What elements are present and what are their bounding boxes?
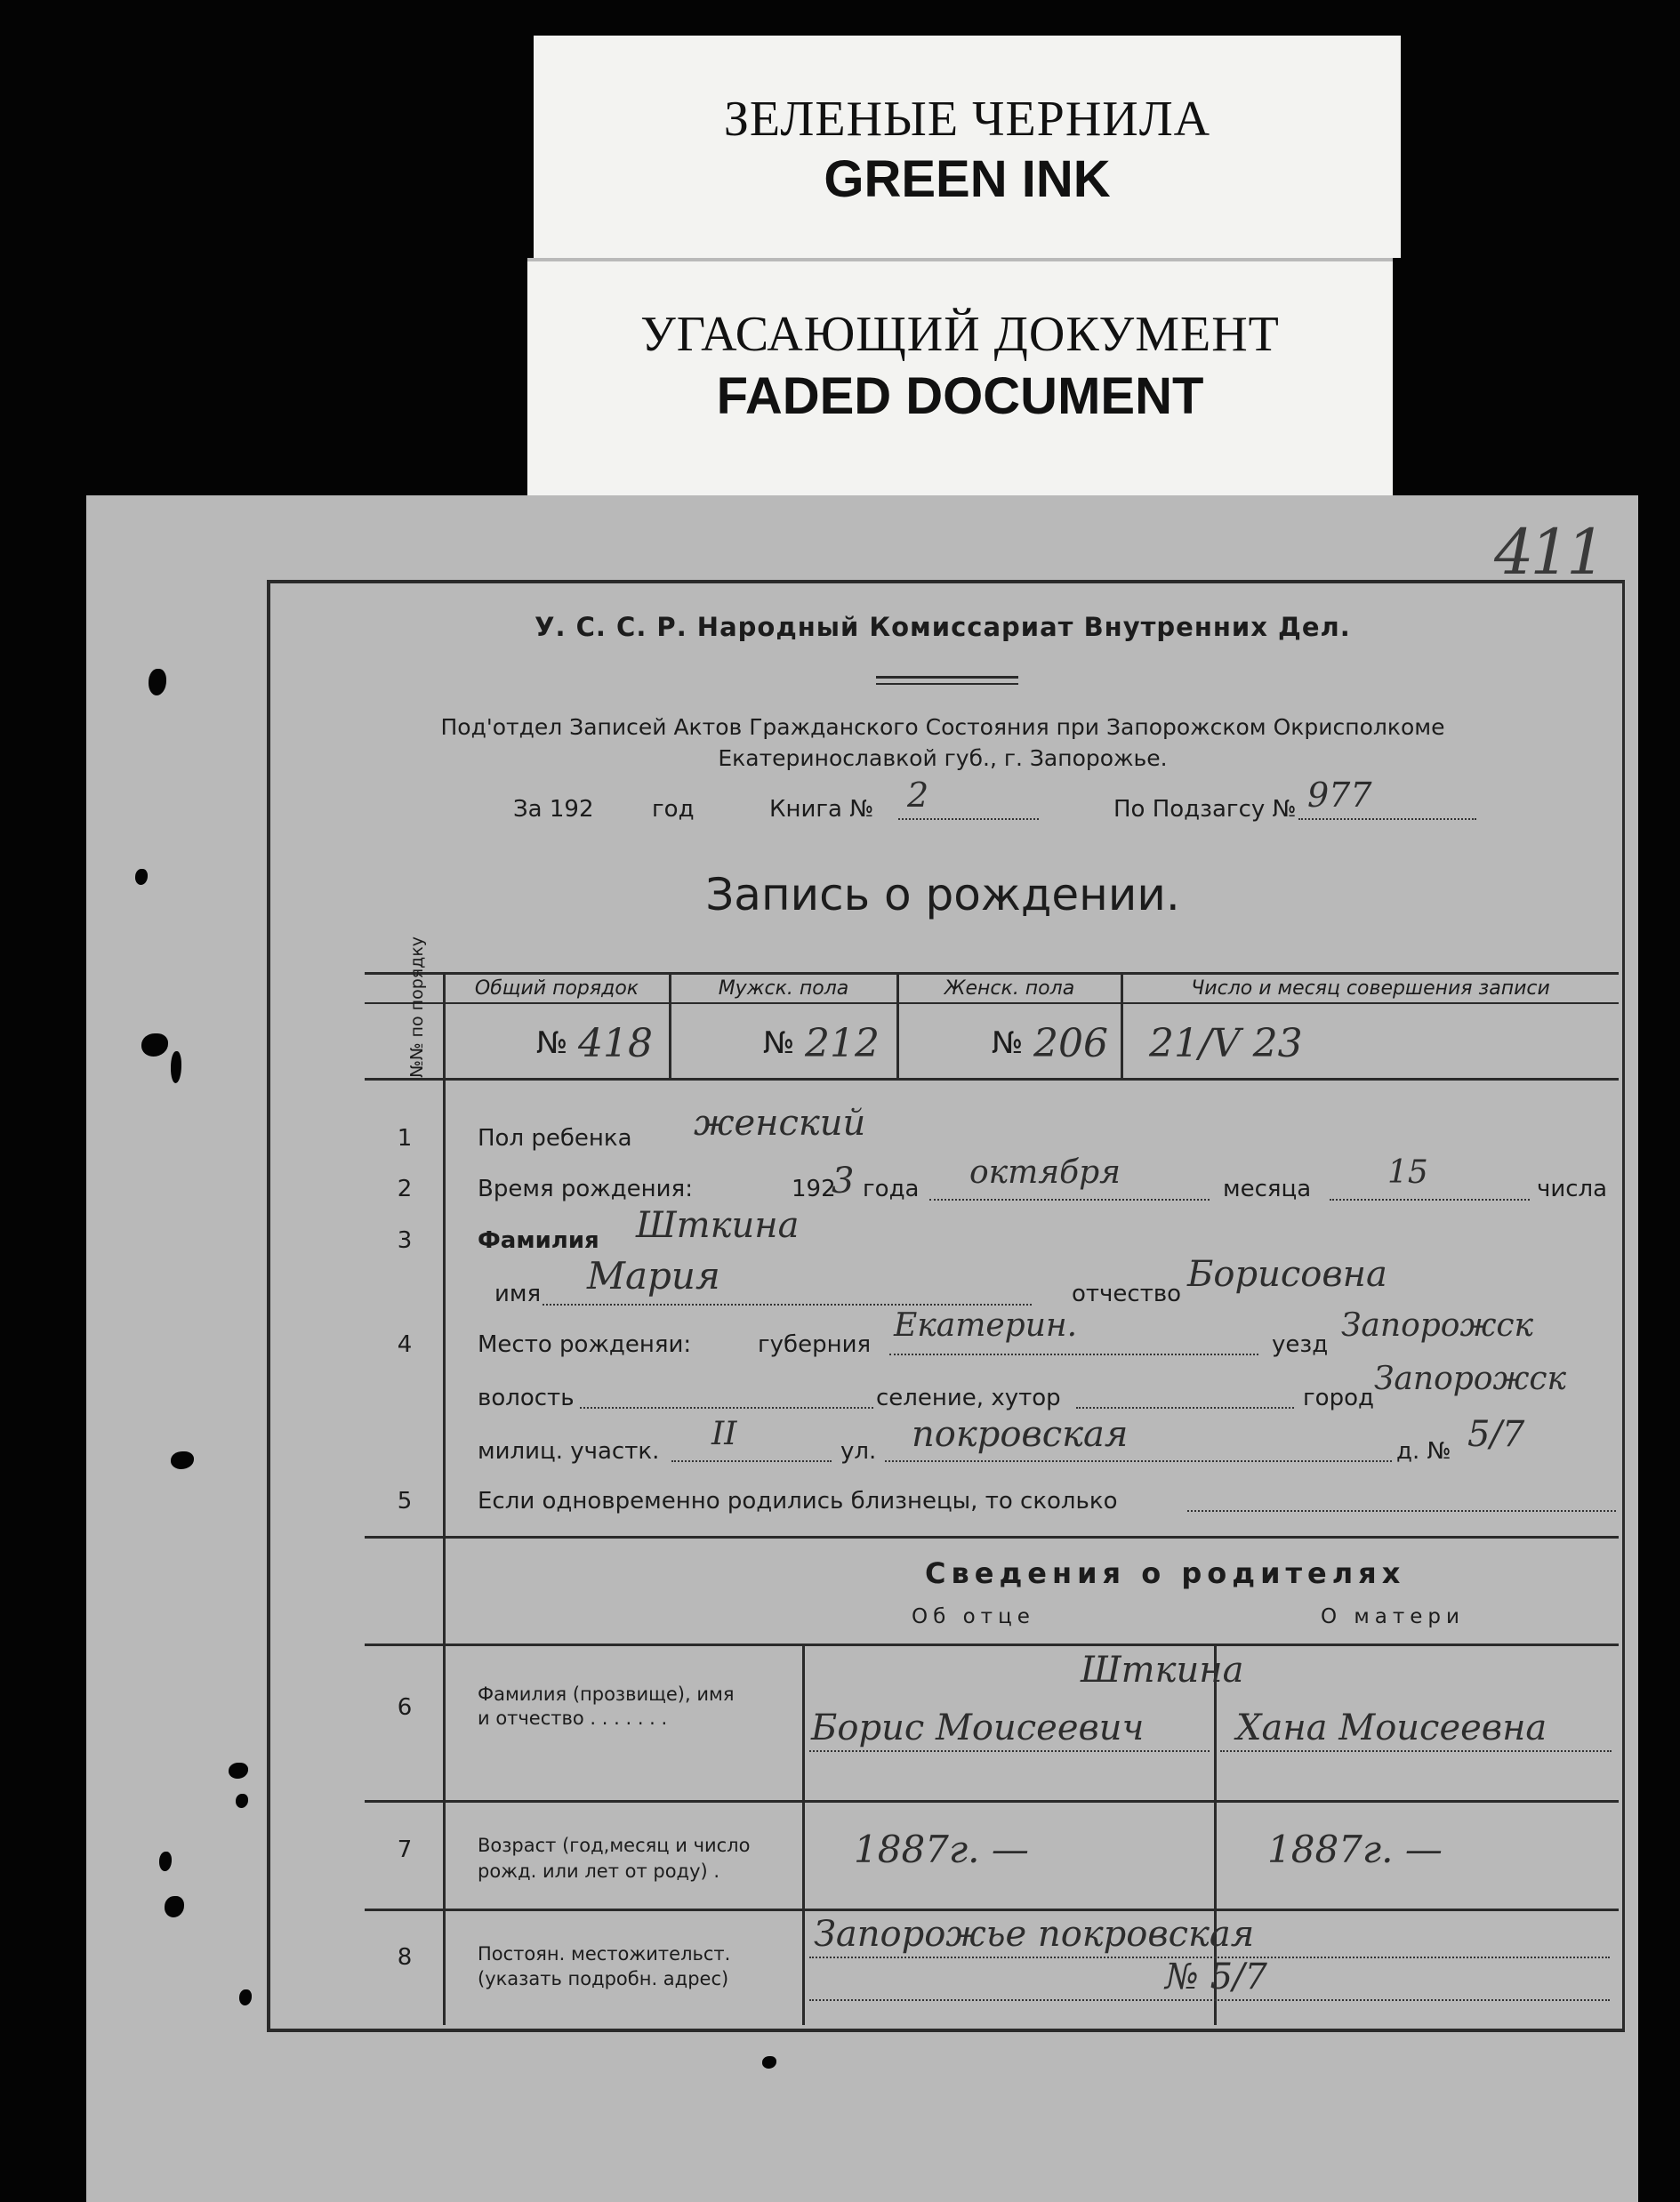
green-ink-label-card <box>534 36 1401 258</box>
patronymic-label: отчество <box>1072 1281 1182 1307</box>
male-no-prefix: № <box>763 1025 795 1061</box>
row-number-1: 1 <box>397 1125 413 1152</box>
volost-line <box>580 1407 873 1409</box>
general-no-prefix: № <box>536 1025 568 1061</box>
row-number-column-rule <box>443 972 446 2025</box>
parents-surname-value: Шткина <box>1081 1650 1244 1691</box>
patronymic-value: Борисовна <box>1187 1254 1387 1295</box>
volost-label: волость <box>478 1385 575 1411</box>
birth-year-value: 3 <box>832 1161 855 1201</box>
book-line <box>898 818 1039 820</box>
punch-hole <box>135 869 148 885</box>
year-label: За 192 <box>513 796 594 823</box>
birthplace-label: Место рожденяи: <box>478 1331 692 1358</box>
birth-record-form <box>267 580 1625 2032</box>
section-rule <box>365 1536 1619 1539</box>
header-divider <box>876 676 1018 679</box>
table-rule <box>365 972 1619 975</box>
header-divider <box>876 683 1018 685</box>
row-number-6: 6 <box>397 1694 413 1721</box>
punch-hole <box>171 1451 194 1469</box>
first-name-value: Мария <box>587 1254 720 1298</box>
residence-label-line2: (указать подробн. адрес) <box>478 1968 729 1989</box>
punch-hole <box>236 1794 248 1808</box>
god-label: года <box>863 1176 920 1202</box>
province-label: губерния <box>758 1331 872 1358</box>
residence-line <box>809 1957 1610 1958</box>
row-number-7: 7 <box>397 1836 413 1863</box>
father-age-value: 1887г. — <box>854 1828 1029 1871</box>
district-label: уезд <box>1272 1331 1329 1358</box>
residence-label-line1: Постоян. местожительст. <box>478 1943 731 1965</box>
green-ink-ru-text: ЗЕЛЕНЫЕ ЧЕРНИЛА <box>723 92 1211 147</box>
table-rule <box>365 1909 1619 1911</box>
column-header-female: Женск. пола <box>944 977 1075 1000</box>
faded-doc-ru-text: УГАСАЮЩИЙ ДОКУМЕНТ <box>640 307 1280 362</box>
twins-line <box>1187 1510 1616 1512</box>
residence-value-line1: Запорожье покровская <box>814 1914 1255 1955</box>
mother-name-line <box>1220 1750 1612 1752</box>
general-order-value: 418 <box>578 1021 653 1066</box>
birth-time-label: Время рождения: <box>478 1176 693 1202</box>
birth-month-line <box>929 1199 1210 1201</box>
street-value: покровская <box>912 1414 1129 1455</box>
birth-day-line <box>1330 1199 1530 1201</box>
punch-hole <box>171 1051 181 1083</box>
table-rule <box>365 1002 1619 1004</box>
faded-document-label-card <box>527 258 1393 497</box>
row-number-5: 5 <box>397 1488 413 1515</box>
subregistry-label: По Подзагсу № <box>1113 796 1297 823</box>
child-sex-label: Пол ребенка <box>478 1125 632 1152</box>
table-rule <box>365 1643 1619 1646</box>
parent-name-label-line1: Фамилия (прозвище), имя <box>478 1684 735 1705</box>
city-value: Запорожск <box>1374 1361 1567 1397</box>
punch-hole <box>141 1033 168 1057</box>
punch-hole <box>165 1896 184 1917</box>
mother-age-value: 1887г. — <box>1267 1828 1443 1871</box>
archive-page-number: 411 <box>1494 516 1603 589</box>
residence-line <box>809 1999 1610 2001</box>
city-label: город <box>1303 1385 1374 1411</box>
column-header-general: Общий порядок <box>474 977 639 1000</box>
father-name-value: Борис Моисеевич <box>811 1708 1145 1748</box>
header-department: Под'отдел Записей Актов Гражданского Состояния при Запорожском Окрисполкоме <box>440 714 1445 740</box>
row-number-4: 4 <box>397 1331 413 1358</box>
birth-day-value: 15 <box>1387 1154 1428 1191</box>
province-value: Екатерин. <box>894 1307 1078 1344</box>
police-precinct-line <box>671 1460 832 1462</box>
police-precinct-value: II <box>711 1416 737 1452</box>
surname-label: Фамилия <box>478 1227 599 1254</box>
book-value: 2 <box>907 776 929 815</box>
row-number-3: 3 <box>397 1227 413 1254</box>
record-date-value: 21/V 23 <box>1149 1021 1303 1066</box>
police-precinct-label: милиц. участк. <box>478 1438 660 1465</box>
subregistry-line <box>1298 818 1476 820</box>
birth-year-prefix: 192 <box>792 1176 836 1202</box>
mother-name-value: Хана Моисеевна <box>1236 1708 1547 1748</box>
month-label: месяца <box>1223 1176 1312 1202</box>
female-no-prefix: № <box>992 1025 1024 1061</box>
twins-label: Если одновременно родились близнецы, то сколько <box>478 1488 1118 1515</box>
residence-value-line2: № 5/7 <box>1165 1957 1267 1997</box>
column-header-male: Мужск. пола <box>718 977 849 1000</box>
punch-hole <box>229 1763 248 1779</box>
book-label: Книга № <box>769 796 874 823</box>
table-rule <box>365 1800 1619 1803</box>
house-value: 5/7 <box>1467 1414 1525 1455</box>
header-ministry: У. С. С. Р. Народный Комиссариат Внутренних Дел. <box>535 612 1351 642</box>
mother-header: О матери <box>1321 1605 1465 1628</box>
table-rule <box>365 1078 1619 1081</box>
punch-hole <box>159 1852 172 1871</box>
punch-hole <box>239 1989 252 2005</box>
village-line <box>1076 1407 1294 1409</box>
table-column-rule <box>802 1643 805 2025</box>
child-sex-value: женский <box>694 1103 866 1144</box>
district-value: Запорожск <box>1341 1307 1534 1344</box>
day-label: числа <box>1537 1176 1608 1202</box>
first-name-label: имя <box>494 1281 542 1307</box>
parent-age-label-line2: рожд. или лет от роду) . <box>478 1860 720 1882</box>
subregistry-value: 977 <box>1307 776 1372 815</box>
village-label: селение, хутор <box>876 1385 1061 1411</box>
birth-month-value: октября <box>969 1154 1121 1191</box>
province-line <box>889 1354 1258 1355</box>
column-header-date: Число и месяц совершения записи <box>1191 977 1550 1000</box>
parents-section-title: Сведения о родителях <box>925 1556 1406 1590</box>
form-title: Запись о рождении. <box>705 869 1180 920</box>
father-header: Об отце <box>912 1605 1035 1628</box>
female-order-value: 206 <box>1033 1021 1108 1066</box>
first-name-line <box>543 1304 1032 1306</box>
green-ink-en-text: GREEN INK <box>824 150 1111 208</box>
male-order-value: 212 <box>805 1021 880 1066</box>
surname-value: Шткина <box>636 1205 800 1246</box>
father-name-line <box>809 1750 1210 1752</box>
street-line <box>885 1460 1392 1462</box>
row-number-2: 2 <box>397 1176 413 1202</box>
column-header-order-number: №№ по порядку <box>407 936 427 1078</box>
street-label: ул. <box>840 1438 877 1465</box>
row-number-8: 8 <box>397 1944 413 1971</box>
house-label: д. № <box>1396 1438 1451 1465</box>
faded-doc-en-text: FADED DOCUMENT <box>716 367 1204 425</box>
punch-hole <box>149 669 166 695</box>
parent-age-label-line1: Возраст (год,месяц и число <box>478 1835 751 1856</box>
header-location: Екатеринославкой губ., г. Запорожье. <box>718 745 1168 771</box>
punch-hole <box>762 2056 776 2069</box>
parent-name-label-line2: и отчество . . . . . . . <box>478 1708 668 1729</box>
god-label: год <box>652 796 695 823</box>
